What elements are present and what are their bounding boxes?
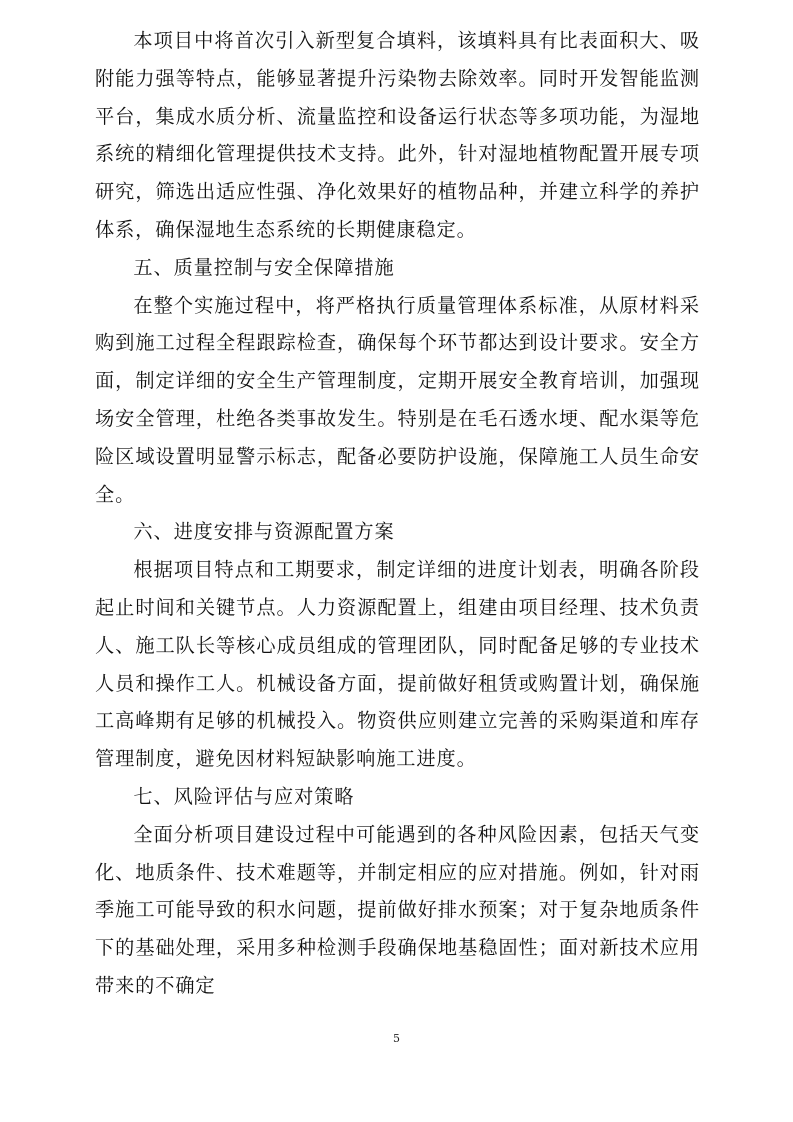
paragraph-risk-assessment: 全面分析项目建设过程中可能遇到的各种风险因素，包括天气变化、地质条件、技术难题等，并制定相应的应对措施。例如，针对雨季施工可能导致的积水问题，提前做好排水预案；对于复杂地质条件下的基础处理，采用多种检测手段确保地基稳固性；面对新技术应用带来的不确定 [95, 822, 700, 997]
heading-risk-assessment: 七、风险评估与应对策略 [133, 784, 355, 808]
heading-quality-safety: 五、质量控制与安全保障措施 [133, 255, 395, 279]
page-number: 5 [393, 1032, 400, 1045]
paragraph-schedule-resources: 根据项目特点和工期要求，制定详细的进度计划表，明确各阶段起止时间和关键节点。人力资源配置上，组建由项目经理、技术负责人、施工队长等核心成员组成的管理团队，同时配备足够的专业技术人员和操作工人。机械设备方面，提前做好租赁或购置计划，确保施工高峰期有足够的机械投入。物资供应则建立完善的采购渠道和库存管理制度，避免因材料短缺影响施工进度。 [95, 558, 700, 771]
document-body [95, 22, 700, 1005]
paragraph-innovation: 本项目中将首次引入新型复合填料，该填料具有比表面积大、吸附能力强等特点，能够显著提升污染物去除效率。同时开发智能监测平台，集成水质分析、流量监控和设备运行状态等多项功能，为湿地系统的精细化管理提供技术支持。此外，针对湿地植物配置开展专项研究，筛选出适应性强、净化效果好的植物品种，并建立科学的养护体系，确保湿地生态系统的长期健康稳定。 [95, 29, 700, 241]
heading-schedule-resources: 六、进度安排与资源配置方案 [133, 520, 395, 544]
paragraph-quality-safety: 在整个实施过程中，将严格执行质量管理体系标准，从原材料采购到施工过程全程跟踪检查，确保每个环节都达到设计要求。安全方面，制定详细的安全生产管理制度，定期开展安全教育培训，加强现场安全管理，杜绝各类事故发生。特别是在毛石透水埂、配水渠等危险区域设置明显警示标志，配备必要防护设施，保障施工人员生命安全。 [95, 293, 700, 506]
